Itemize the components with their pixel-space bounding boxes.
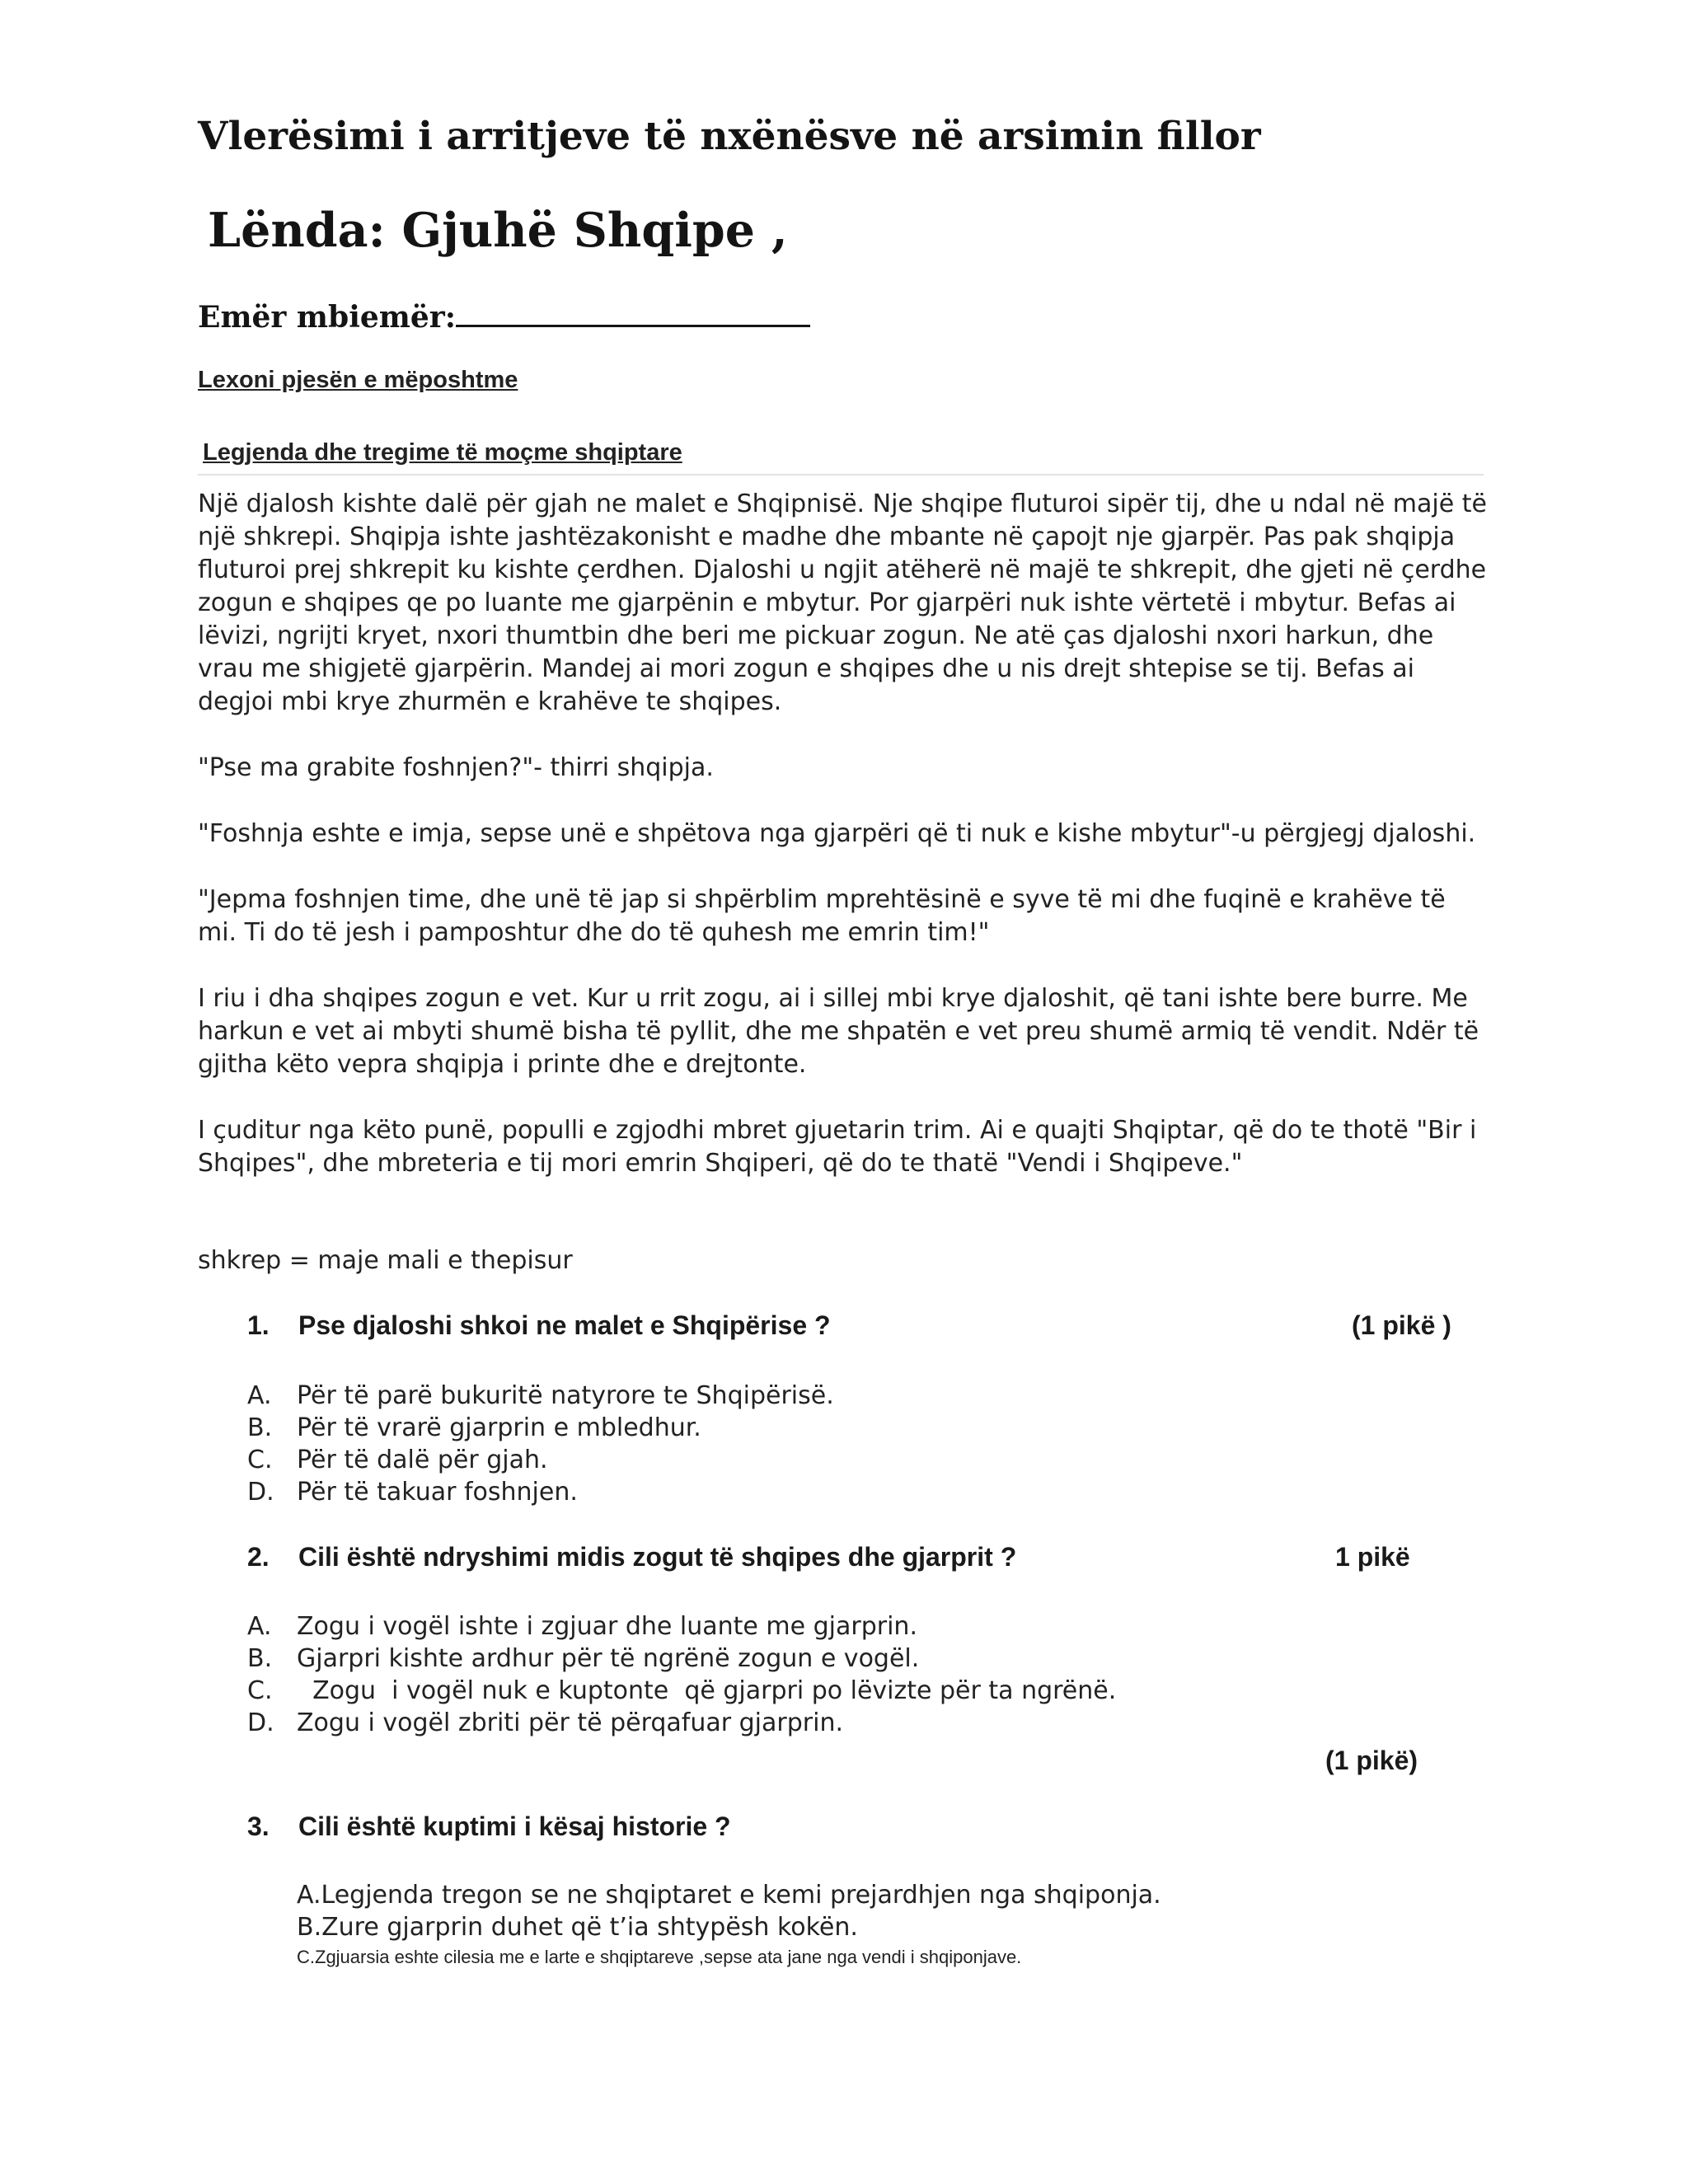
answer-option[interactable]: B.Zure gjarprin duhet që t’ia shtypësh kokën. <box>297 1913 858 1942</box>
glossary-note: shkrep = maje mali e thepisur <box>198 1246 573 1275</box>
name-label: Emër mbiemër: <box>198 300 457 335</box>
question-1 <box>247 1310 1484 1341</box>
answer-option[interactable]: A. Për të parë bukuritë natyrore te Shqipërisë. <box>247 1381 834 1410</box>
question-1-options <box>247 1380 1484 1508</box>
answer-option[interactable]: D. Për të takuar foshnjen. <box>247 1478 578 1507</box>
story-paragraph: Një djalosh kishte dalë për gjah ne malet e Shqipnisë. Nje shqipe fluturoi sipër tij, dhe u ndal në majë të një shkrepi. Shqipja ishte jashtëzakonisht e madhe dhe mbante në çapojt nje gjarpër. Pas pak shqipja fluturoi prej shkrepit ku kishte çerdhen. Djaloshi u ngjit atëherë në majë te shkrepit, dhe gjeti në çerdhe zogun e shqipes qe po luante me gjarpënin e mbytur. Por gjarpëri nuk ishte vërtetë i mbytur. Befas ai lëvizi, ngrijti kryet, nxori thumtbin dhe beri me pickuar zogun. Ne atë ças djaloshi nxori harkun, dhe vrau me shigjetë gjarpërin. Mandej ai mori zogun e shqipes dhe u nis drejt shtepise se tij. Befas ai degjoi mbi krye zhurmën e krahëve te shqipes. <box>198 490 1487 716</box>
question-2 <box>247 1542 1484 1572</box>
question-2-points-note: (1 pikë) <box>1325 1746 1418 1775</box>
answer-option[interactable]: A.Legjenda tregon se ne shqiptaret e kemi prejardhjen nga shqiponja. <box>297 1881 1161 1910</box>
story-text <box>198 488 1492 1213</box>
story-paragraph: I çuditur nga këto punë, populli e zgjodhi mbret gjuetarin trim. Ai e quajti Shqiptar, që do te thotë "Bir i Shqipes", dhe mbreteria e tij mori emrin Shqiperi, që do te thatë "Vendi i Shqipeve." <box>198 1116 1477 1178</box>
heading-divider <box>198 474 1484 476</box>
answer-option[interactable]: C. Zogu i vogël nuk e kuptonte që gjarpri po lëvizte për ta ngrënë. <box>247 1676 1117 1705</box>
story-paragraph: "Foshnja eshte e imja, sepse unë e shpëtova nga gjarpëri që ti nuk e kishe mbytur"-u përgjegj djaloshi. <box>198 819 1476 848</box>
document-title: Vlerësimi i arritjeve të nxënësve në arsimin fillor <box>198 114 1261 159</box>
story-paragraph: "Jepma foshnjen time, dhe unë të jap si shpërblim mprehtësinë e syve të mi dhe fuqinë e krahëve të mi. Ti do të jesh i pamposhtur dhe do të quhesh me emrin tim!" <box>198 885 1446 947</box>
instructions-heading: Lexoni pjesën e mëposhtme <box>198 367 518 393</box>
answer-option[interactable]: A. Zogu i vogël ishte i zgjuar dhe luante me gjarprin. <box>247 1612 917 1641</box>
story-paragraph: I riu i dha shqipes zogun e vet. Kur u rrit zogu, ai i sillej mbi krye djaloshit, që tani ishte bere burre. Me harkun e vet ai mbyti shumë bisha të pyllit, dhe me shpatën e vet preu shumë armiq të vendit. Ndër të gjitha këto vepra shqipja i printe dhe e drejtonte. <box>198 984 1479 1079</box>
question-points: (1 pikë ) <box>1352 1310 1451 1340</box>
story-heading: Legjenda dhe tregime të moçme shqiptare <box>203 439 682 466</box>
question-3 <box>247 1811 1484 1842</box>
story-paragraph: "Pse ma grabite foshnjen?"- thirri shqipja. <box>198 753 714 782</box>
question-points: 1 pikë <box>1335 1542 1410 1572</box>
answer-option[interactable]: C.Zgjuarsia eshte cilesia me e larte e shqiptareve ,sepse ata jane nga vendi i shqiponjave. <box>297 1947 1022 1967</box>
question-number: 3. <box>247 1811 270 1841</box>
question-2-options <box>247 1610 1484 1739</box>
question-3-options <box>297 1879 1492 1971</box>
name-blank-line <box>456 295 810 327</box>
answer-option[interactable]: C. Për të dalë për gjah. <box>247 1446 548 1474</box>
answer-option[interactable]: D. Zogu i vogël zbriti për të përqafuar gjarprin. <box>247 1708 843 1737</box>
question-text: Pse djaloshi shkoi ne malet e Shqipërise ? <box>298 1310 831 1340</box>
answer-option[interactable]: B. Për të vrarë gjarprin e mbledhur. <box>247 1413 701 1442</box>
question-number: 1. <box>247 1310 270 1340</box>
answer-option[interactable]: B. Gjarpri kishte ardhur për të ngrënë zogun e vogël. <box>247 1644 920 1673</box>
subject-title: Lënda: Gjuhë Shqipe , <box>208 203 788 258</box>
question-text: Cili është kuptimi i kësaj historie ? <box>298 1811 731 1841</box>
question-text: Cili është ndryshimi midis zogut të shqipes dhe gjarprit ? <box>298 1542 1017 1572</box>
name-field <box>198 295 810 335</box>
question-number: 2. <box>247 1542 270 1572</box>
